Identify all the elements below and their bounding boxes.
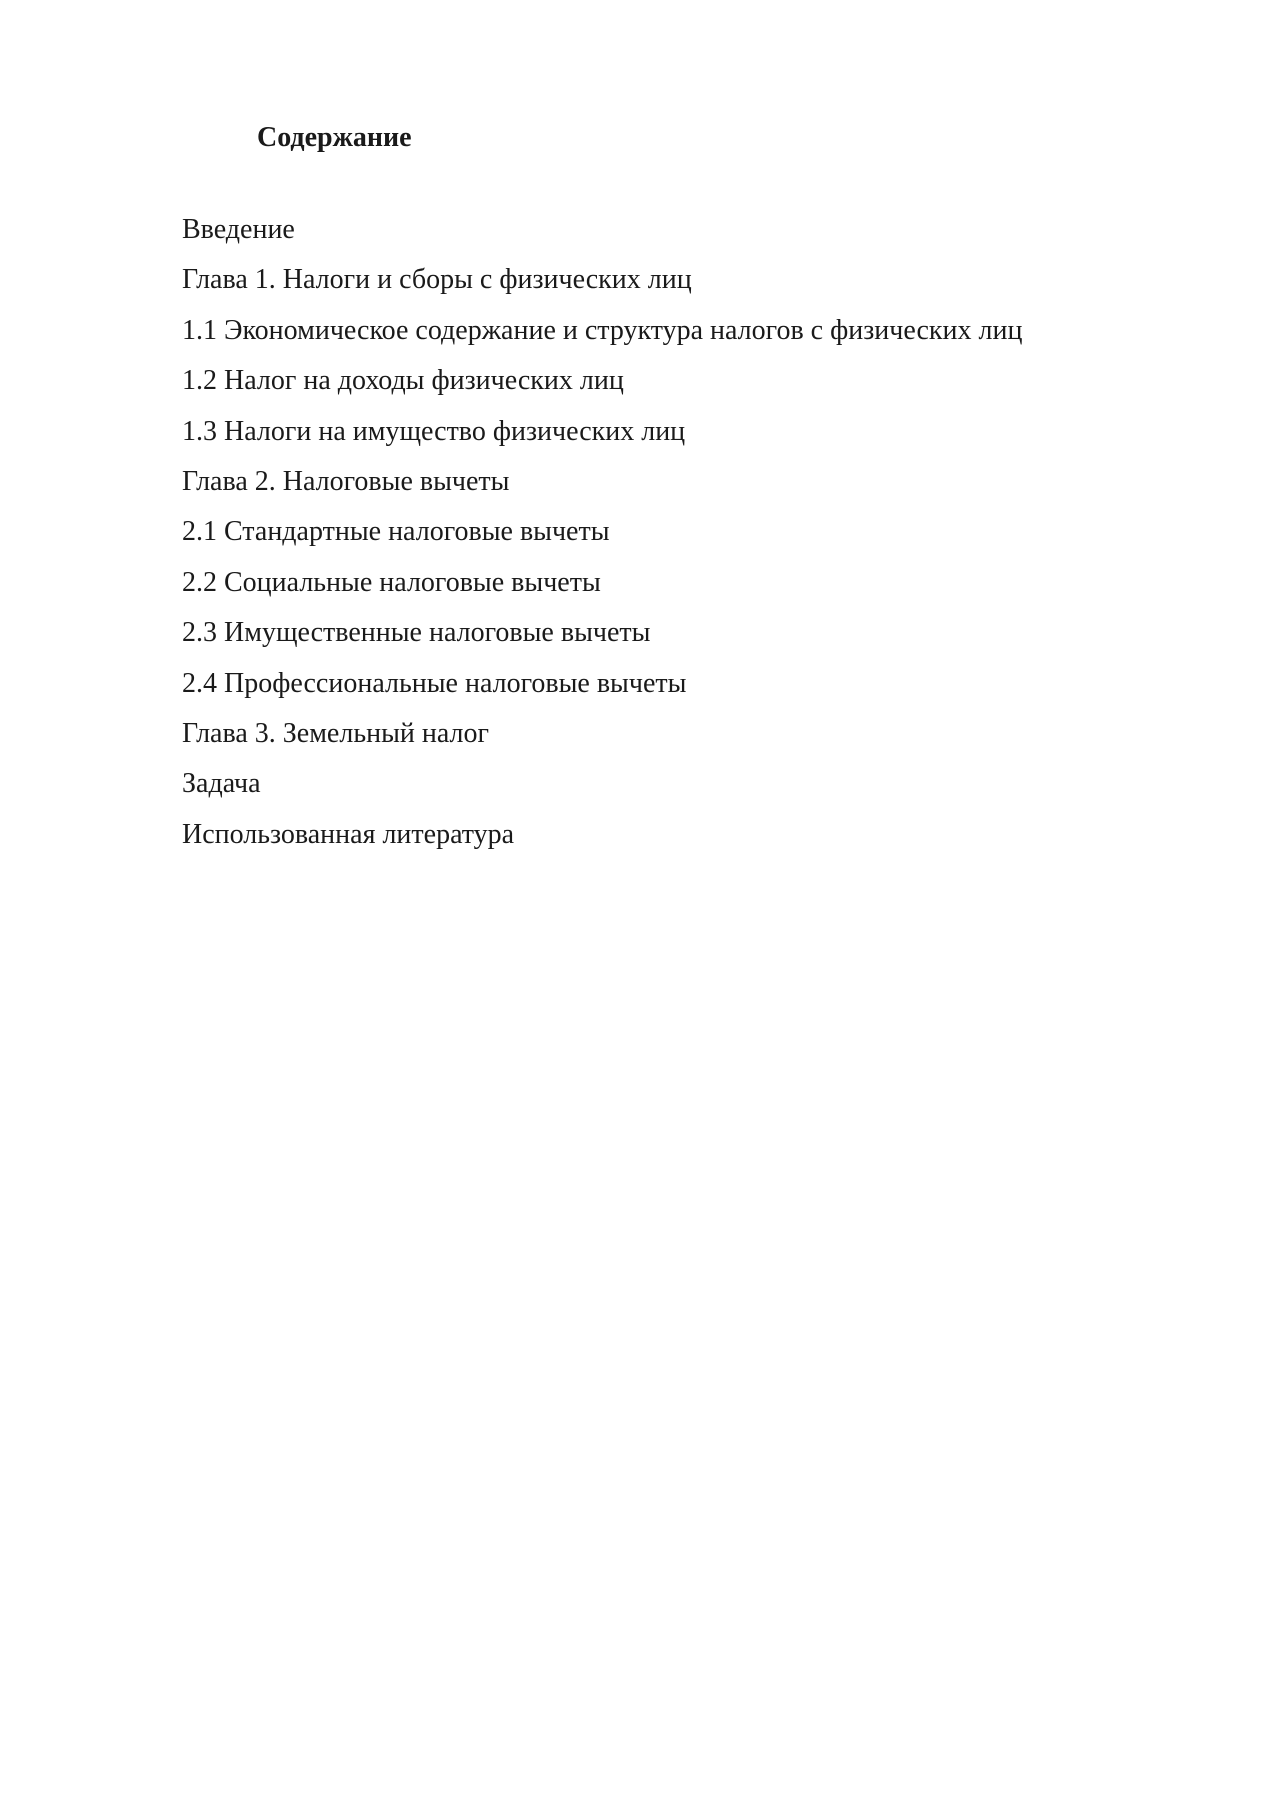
toc-item-task: Задача — [182, 768, 261, 800]
toc-item-section-1-2: 1.2 Налог на доходы физических лиц — [182, 365, 624, 397]
toc-item-chapter-2: Глава 2. Налоговые вычеты — [182, 465, 510, 497]
toc-item-section-2-3: 2.3 Имущественные налоговые вычеты — [182, 617, 651, 649]
toc-item-chapter-3: Глава 3. Земельный налог — [182, 717, 490, 749]
toc-item-references: Использованная литература — [182, 818, 515, 850]
toc-item-chapter-1: Глава 1. Налоги и сборы с физических лиц — [182, 264, 692, 296]
toc-item-introduction: Введение — [182, 214, 295, 245]
toc-item-section-2-2: 2.2 Социальные налоговые вычеты — [182, 566, 601, 598]
toc-item-section-2-4: 2.4 Профессиональные налоговые вычеты — [182, 667, 687, 699]
toc-item-section-1-1: 1.1 Экономическое содержание и структура налогов с физических лиц — [182, 314, 1023, 346]
toc-item-section-1-3: 1.3 Налоги на имущество физических лиц — [182, 415, 686, 447]
table-of-contents — [182, 205, 1022, 860]
page-title: Содержание — [257, 122, 412, 153]
toc-item-section-2-1: 2.1 Стандартные налоговые вычеты — [182, 516, 610, 548]
